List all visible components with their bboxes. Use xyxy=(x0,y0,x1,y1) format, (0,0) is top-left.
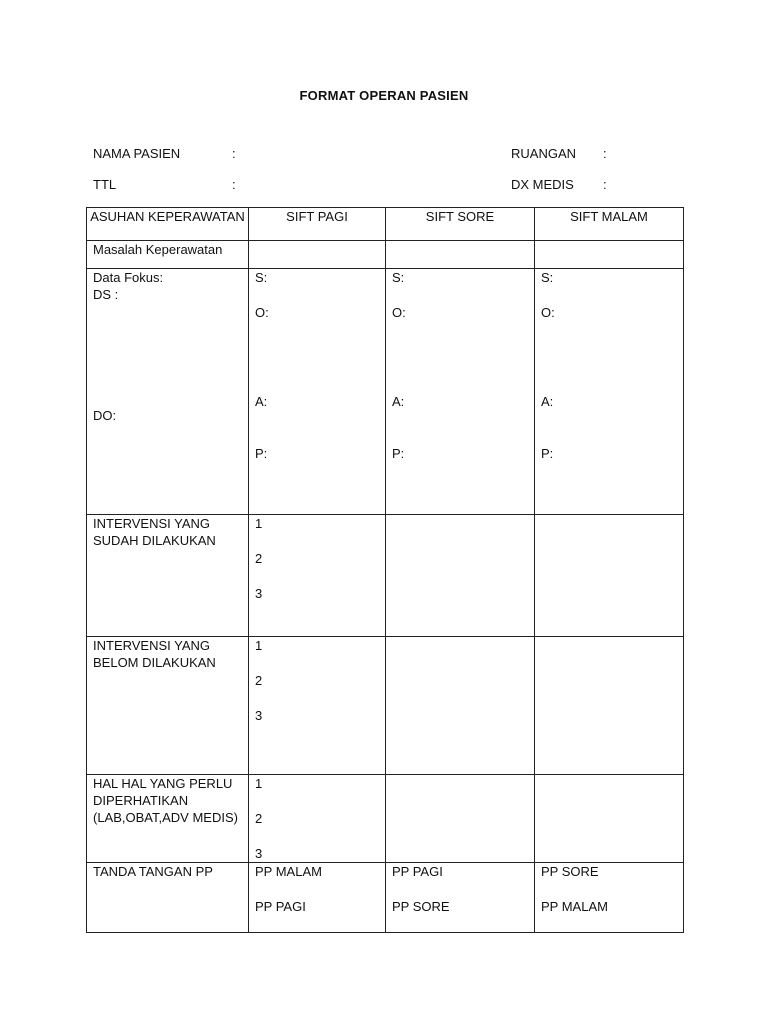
soap-pagi-o: O: xyxy=(255,305,269,320)
intervensi-belom-row xyxy=(87,637,684,775)
intervensi-sudah-item: 3 xyxy=(255,586,263,601)
data-fokus-row xyxy=(87,269,684,515)
hal-perlu-pagi-cell xyxy=(249,775,386,863)
intervensi-belom-item: 3 xyxy=(255,708,263,723)
soap-malam-p: P: xyxy=(541,446,554,461)
intervensi-sudah-item: 1 xyxy=(255,516,263,531)
col-header-sift-malam: SIFT MALAM xyxy=(535,208,684,241)
data-fokus-cell xyxy=(87,269,249,515)
tanda-tangan-malam-cell xyxy=(535,863,684,933)
soap-pagi-cell xyxy=(249,269,386,515)
masalah-label: Masalah Keperawatan xyxy=(87,241,249,269)
ttl-colon: : xyxy=(232,177,236,192)
tanda-tangan-pagi-2: PP PAGI xyxy=(255,899,306,914)
soap-malam-a: A: xyxy=(541,394,554,409)
soap-sore-s: S: xyxy=(392,270,405,285)
intervensi-sudah-row xyxy=(87,515,684,637)
dx-medis-label: DX MEDIS xyxy=(511,177,574,192)
soap-malam-s: S: xyxy=(541,270,554,285)
intervensi-belom-sore-cell xyxy=(386,637,535,775)
tanda-tangan-row xyxy=(87,863,684,933)
intervensi-belom-label: INTERVENSI YANG BELOM DILAKUKAN xyxy=(87,637,249,775)
col-header-asuhan: ASUHAN KEPERAWATAN xyxy=(87,208,249,241)
do-label: DO: xyxy=(93,408,117,423)
tanda-tangan-malam-2: PP MALAM xyxy=(541,899,608,914)
tanda-tangan-label: TANDA TANGAN PP xyxy=(87,863,249,933)
dx-medis-colon: : xyxy=(603,177,607,192)
intervensi-belom-item: 2 xyxy=(255,673,263,688)
masalah-row xyxy=(87,241,684,269)
soap-malam-cell xyxy=(535,269,684,515)
ruangan-label: RUANGAN xyxy=(511,146,577,161)
hal-perlu-row xyxy=(87,775,684,863)
tanda-tangan-pagi-1: PP MALAM xyxy=(255,864,322,879)
intervensi-sudah-label: INTERVENSI YANG SUDAH DILAKUKAN xyxy=(87,515,249,637)
col-header-sift-pagi: SIFT PAGI xyxy=(249,208,386,241)
masalah-malam-cell xyxy=(535,241,684,269)
tanda-tangan-sore-cell xyxy=(386,863,535,933)
soap-sore-cell xyxy=(386,269,535,515)
ttl-label: TTL xyxy=(93,177,117,192)
intervensi-sudah-item: 2 xyxy=(255,551,263,566)
col-header-sift-sore: SIFT SORE xyxy=(386,208,535,241)
header-row xyxy=(87,208,684,241)
soap-sore-o: O: xyxy=(392,305,406,320)
operan-table xyxy=(86,207,684,933)
tanda-tangan-malam-1: PP SORE xyxy=(541,864,599,879)
hal-perlu-item: 1 xyxy=(255,776,263,791)
hal-perlu-sore-cell xyxy=(386,775,535,863)
masalah-sore-cell xyxy=(386,241,535,269)
document-title: FORMAT OPERAN PASIEN xyxy=(299,88,469,103)
intervensi-belom-item: 1 xyxy=(255,638,263,653)
intervensi-sudah-sore-cell xyxy=(386,515,535,637)
tanda-tangan-sore-1: PP PAGI xyxy=(392,864,443,879)
hal-perlu-item: 3 xyxy=(255,846,263,861)
intervensi-sudah-pagi-cell xyxy=(249,515,386,637)
ruangan-colon: : xyxy=(603,146,607,161)
tanda-tangan-sore-2: PP SORE xyxy=(392,899,450,914)
hal-perlu-malam-cell xyxy=(535,775,684,863)
intervensi-sudah-malam-cell xyxy=(535,515,684,637)
soap-sore-p: P: xyxy=(392,446,405,461)
nama-pasien-colon: : xyxy=(232,146,236,161)
hal-perlu-label: HAL HAL YANG PERLU DIPERHATIKAN (LAB,OBAT,ADV MEDIS) xyxy=(87,775,249,863)
intervensi-belom-pagi-cell xyxy=(249,637,386,775)
hal-perlu-item: 2 xyxy=(255,811,263,826)
soap-pagi-p: P: xyxy=(255,446,268,461)
ds-label: DS : xyxy=(93,287,119,302)
masalah-pagi-cell xyxy=(249,241,386,269)
soap-malam-o: O: xyxy=(541,305,555,320)
intervensi-belom-malam-cell xyxy=(535,637,684,775)
soap-pagi-a: A: xyxy=(255,394,268,409)
nama-pasien-label: NAMA PASIEN xyxy=(93,146,181,161)
soap-pagi-s: S: xyxy=(255,270,268,285)
tanda-tangan-pagi-cell xyxy=(249,863,386,933)
data-fokus-label: Data Fokus: xyxy=(93,270,164,285)
soap-sore-a: A: xyxy=(392,394,405,409)
